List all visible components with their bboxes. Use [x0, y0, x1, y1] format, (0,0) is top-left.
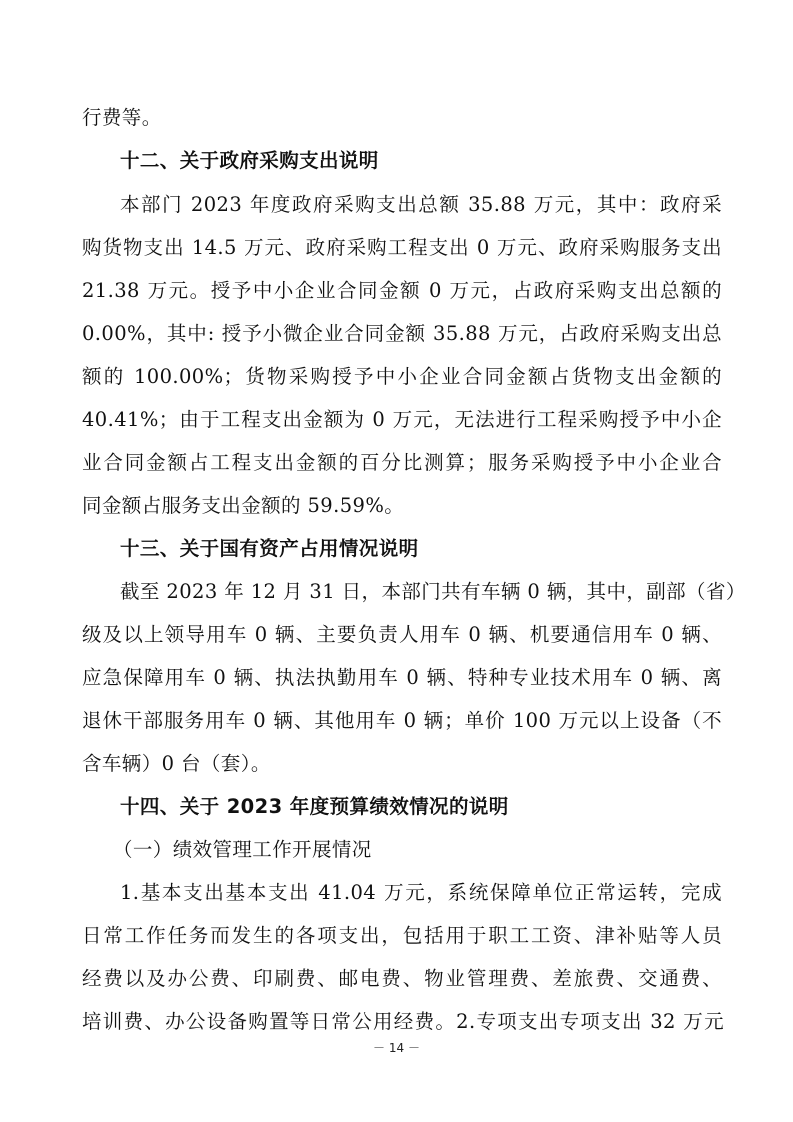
paragraph-line: 购货物支出 14.5 万元、政府采购工程支出 0 万元、政府采购服务支出: [82, 236, 722, 259]
paragraph-line: 含车辆）0 台（套）。: [82, 752, 271, 775]
section-heading-performance: 十四、关于 2023 年度预算绩效情况的说明: [120, 795, 509, 818]
paragraph-line: 培训费、办公设备购置等日常公用经费。2.专项支出专项支出 32 万元: [82, 1010, 724, 1033]
paragraph-line: 应急保障用车 0 辆、执法执勤用车 0 辆、特种专业技术用车 0 辆、离: [82, 666, 722, 689]
section-heading-state-assets: 十三、关于国有资产占用情况说明: [120, 537, 419, 560]
paragraph-line: 经费以及办公费、印刷费、邮电费、物业管理费、差旅费、交通费、: [82, 967, 722, 990]
paragraph-line: 0.00%，其中: 授予小微企业合同金额 35.88 万元，占政府采购支出总: [82, 322, 722, 345]
paragraph-line: 行费等。: [82, 106, 162, 129]
paragraph-line: 日常工作任务而发生的各项支出，包括用于职工工资、津补贴等人员: [82, 924, 722, 947]
paragraph-line: 额的 100.00%；货物采购授予中小企业合同金额占货物支出金额的: [82, 365, 722, 388]
paragraph-line: 21.38 万元。授予中小企业合同金额 0 万元，占政府采购支出总额的: [82, 279, 722, 302]
paragraph-line: 40.41%；由于工程支出金额为 0 万元，无法进行工程采购授予中小企: [82, 408, 722, 431]
subsection-heading: （一）绩效管理工作开展情况: [113, 838, 372, 861]
paragraph-line: 同金额占服务支出金额的 59.59%。: [82, 494, 405, 517]
paragraph-line: 业合同金额占工程支出金额的百分比测算；服务采购授予中小企业合: [82, 451, 722, 474]
paragraph-line: 退休干部服务用车 0 辆、其他用车 0 辆；单价 100 万元以上设备（不: [82, 709, 722, 732]
paragraph-line: 截至 2023 年 12 月 31 日，本部门共有车辆 0 辆，其中，副部（省）: [120, 580, 746, 603]
section-heading-government-procurement: 十二、关于政府采购支出说明: [120, 149, 379, 172]
page-number: － 14 －: [373, 1041, 420, 1055]
paragraph-line: 本部门 2023 年度政府采购支出总额 35.88 万元，其中：政府采: [120, 193, 722, 216]
paragraph-line: 级及以上领导用车 0 辆、主要负责人用车 0 辆、机要通信用车 0 辆、: [82, 623, 722, 646]
paragraph-line: 1.基本支出基本支出 41.04 万元，系统保障单位正常运转，完成: [120, 881, 722, 904]
